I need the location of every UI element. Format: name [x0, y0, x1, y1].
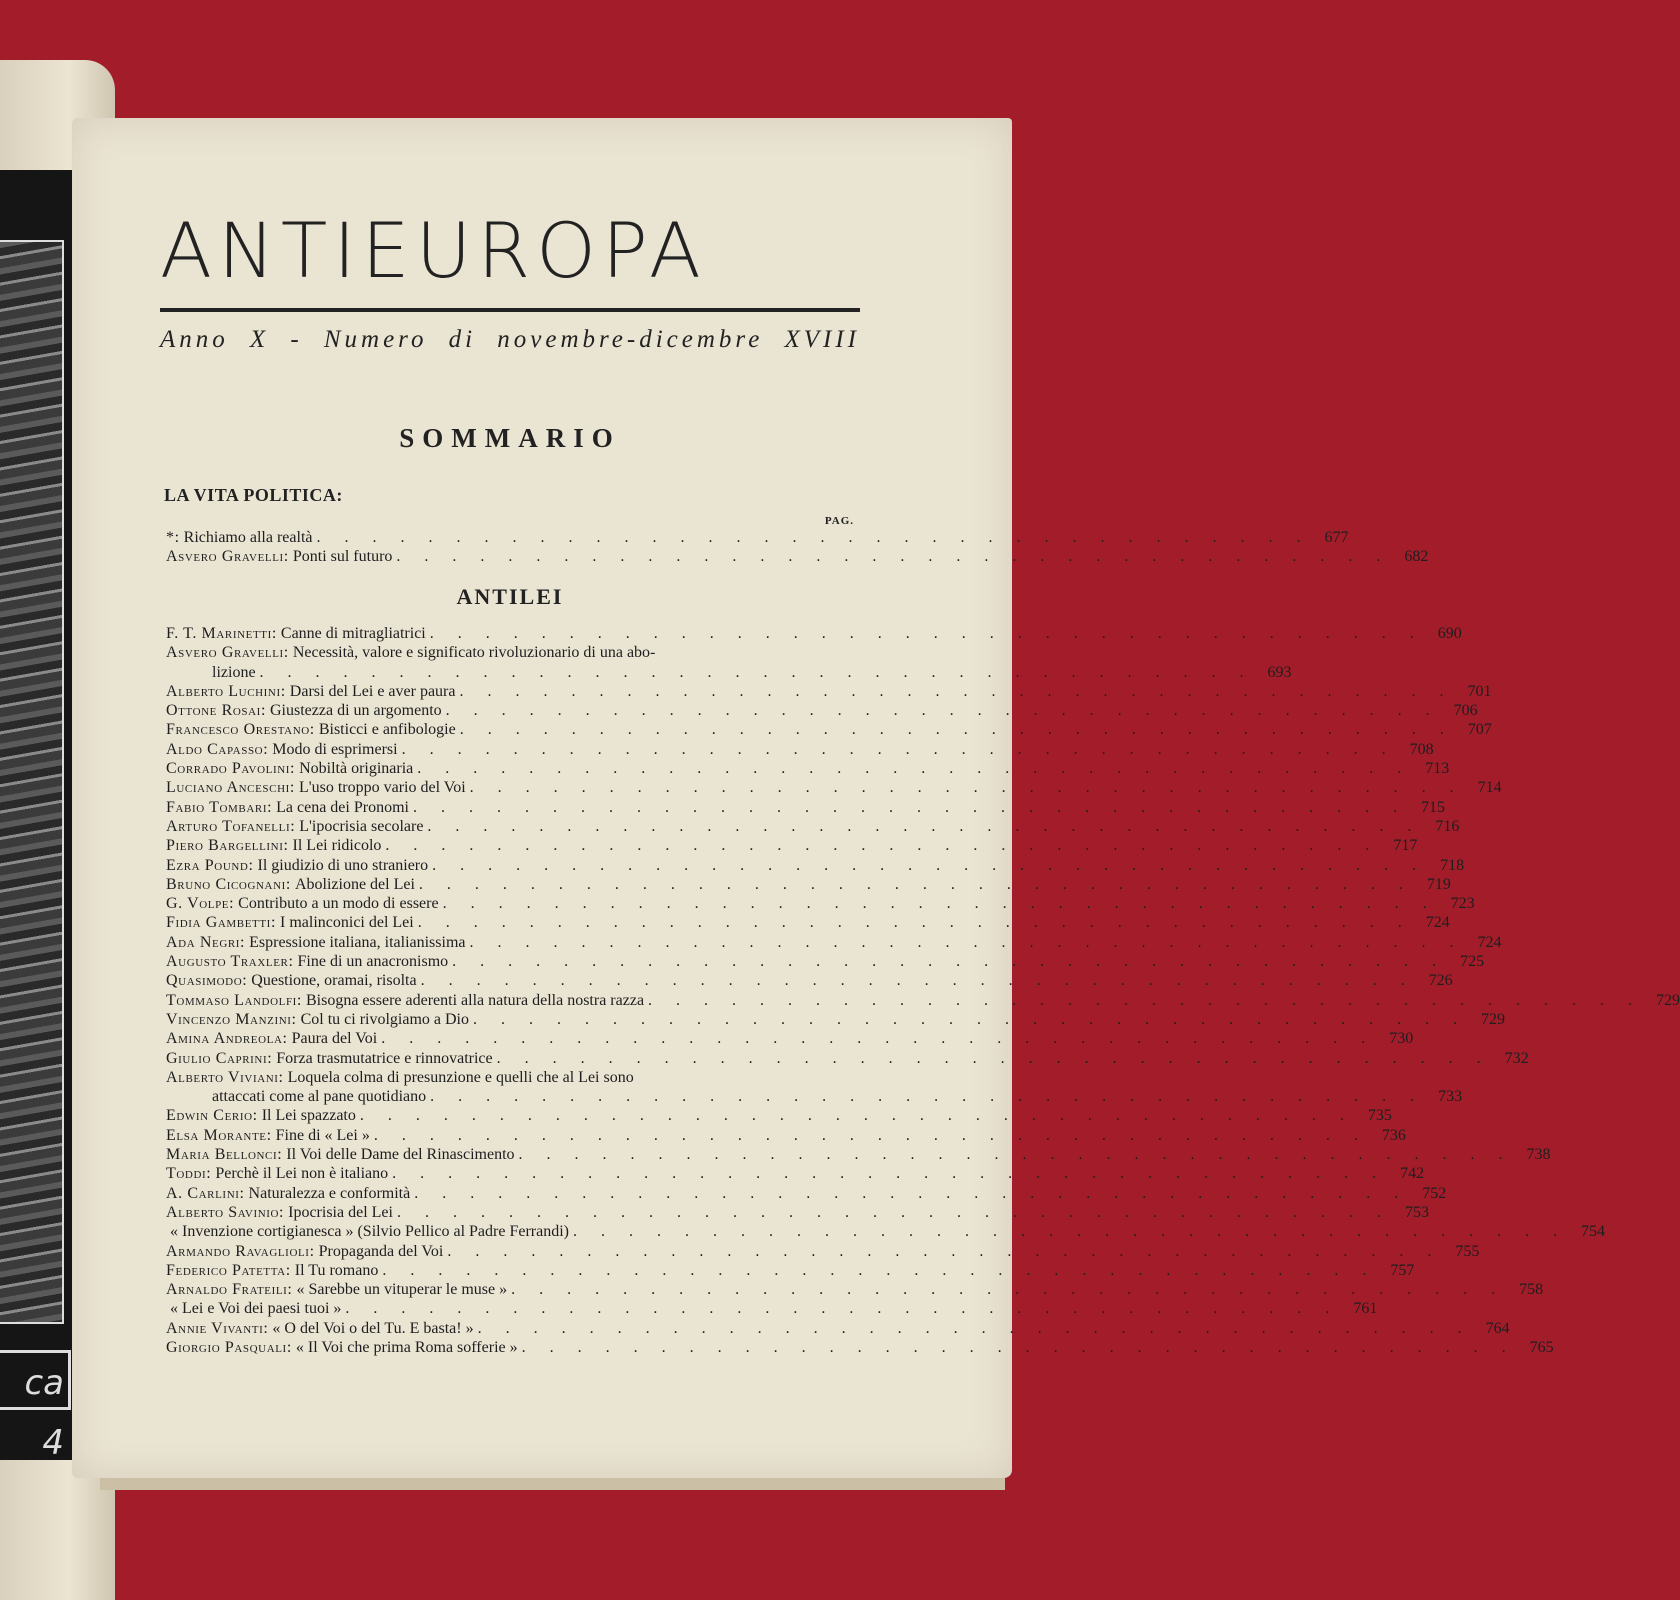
contents-entry — [166, 643, 856, 662]
leader-dots: . . . . . . . . . . . . . . . . . . . . . . . . . . . . . . . . . . . . — [521, 1338, 1516, 1356]
contents-entry — [166, 933, 1502, 952]
contents-entry — [166, 624, 1462, 643]
contents-entry — [166, 1164, 1425, 1183]
entry-title: « Lei e Voi dei paesi tuoi » — [170, 1300, 342, 1318]
entry-page-number: 718 — [1440, 856, 1465, 874]
contents-entry — [166, 1126, 1406, 1145]
contents-entry — [166, 663, 1292, 682]
antilei-entries — [166, 624, 1680, 1357]
entry-title: La cena dei Pronomi — [276, 798, 409, 816]
entry-title: Questione, oramai, risolta — [251, 972, 417, 990]
contents-page — [72, 118, 1680, 1478]
contents-entry — [166, 1068, 856, 1087]
entry-author: Asvero Gravelli: — [166, 548, 289, 566]
contents-entry — [166, 971, 1453, 990]
entry-title: Contributo a un modo di essere — [238, 895, 439, 913]
contents-entry — [166, 528, 1349, 547]
leader-dots: . . . . . . . . . . . . . . . . . . . . . . . . . . . . . . . . . . . . — [316, 529, 1311, 546]
leader-dots: . . . . . . . . . . . . . . . . . . . . . . . . . . . . . . . . . . . . — [373, 1126, 1368, 1144]
leader-dots: . . . . . . . . . . . . . . . . . . . . . . . . . . . . . . . . . . . . — [418, 875, 1413, 893]
entry-page-number: 682 — [1404, 548, 1429, 566]
leader-dots: . . . . . . . . . . . . . . . . . . . . . . . . . . . . . . . . . . . . — [496, 1049, 1491, 1067]
entry-page-number: 742 — [1400, 1165, 1425, 1183]
contents-entry — [166, 894, 1475, 913]
leader-dots: . . . . . . . . . . . . . . . . . . . . . . . . . . . . . . . . . . . . — [381, 1030, 1376, 1048]
entry-title: Espressione italiana, italianissima — [249, 933, 466, 951]
contents-entry — [166, 913, 1450, 932]
entry-author: Giulio Caprini: — [166, 1049, 273, 1067]
entry-author: Fabio Tombari: — [166, 798, 273, 816]
section-heading-antilei: ANTILEI — [456, 584, 564, 609]
contents-entry — [166, 1049, 1529, 1068]
contents-entry — [166, 856, 1465, 875]
entry-author: Edwin Cerio: — [166, 1107, 258, 1125]
entry-page-number: 754 — [1580, 1223, 1605, 1241]
contents-entry — [166, 952, 1485, 971]
entry-page-number: 764 — [1485, 1319, 1510, 1337]
leader-dots: . . . . . . . . . . . . . . . . . . . . . . . . . . . . . . . . . . . . — [412, 798, 1407, 816]
entry-title: Modo di esprimersi — [272, 740, 398, 758]
entry-page-number: 723 — [1450, 895, 1475, 913]
entry-page-number: 724 — [1425, 914, 1450, 932]
entry-author: Arturo Tofanelli: — [166, 817, 296, 835]
entry-title: « O del Voi o del Tu. E basta! » — [272, 1319, 474, 1337]
entry-title: Il Tu romano — [294, 1261, 379, 1279]
entry-page-number: 725 — [1460, 953, 1485, 971]
entry-page-number: 729 — [1481, 1010, 1505, 1028]
entry-page-number: 690 — [1437, 625, 1462, 642]
contents-entry — [166, 1319, 1510, 1338]
entry-title: I malinconici del Lei — [280, 914, 414, 932]
photo-caption: ca 4 — [0, 1350, 71, 1410]
leader-dots: . . . . . . . . . . . . . . . . . . . . . . . . . . . . . . . . . . . . — [385, 837, 1380, 855]
contents-entry — [166, 1338, 1554, 1357]
entry-title: Il giudizio di uno straniero — [257, 856, 429, 874]
entry-title: L'ipocrisia secolare — [299, 817, 424, 835]
entry-author: A. Carlini: — [166, 1184, 245, 1202]
entry-page-number: 706 — [1453, 702, 1478, 720]
contents-entry — [166, 740, 1434, 759]
masthead-title: ANTIEUROPA — [160, 206, 707, 295]
contents-entry — [166, 759, 1450, 778]
entry-title: Ipocrisia del Lei — [288, 1203, 393, 1221]
leader-dots: . . . . . . . . . . . . . . . . . . . . . . . . . . . . . . . . . . . . — [459, 682, 1454, 700]
entry-page-number: 738 — [1526, 1146, 1551, 1164]
entry-title: Bisogna essere aderenti alla natura della nostra razza — [305, 991, 645, 1009]
photo-image — [0, 240, 64, 1324]
entry-page-number: 726 — [1428, 972, 1453, 990]
entry-title: attaccati come al pane quotidiano — [212, 1088, 427, 1106]
entry-page-number: 755 — [1455, 1242, 1480, 1260]
entry-page-number: 765 — [1529, 1338, 1554, 1356]
entry-title: Col tu ci rivolgiamo a Dio — [300, 1010, 469, 1028]
entry-title: Bisticci e anfibologie — [318, 721, 456, 739]
contents-entry — [166, 1029, 1414, 1048]
leader-dots: . . . . . . . . . . . . . . . . . . . . . . . . . . . . . . . . . . . . — [417, 914, 1412, 932]
leader-dots: . . . . . . . . . . . . . . . . . . . . . . . . . . . . . . . . . . . . — [447, 1242, 1442, 1260]
entry-author: Ezra Pound: — [166, 856, 254, 874]
entry-author: Tommaso Landolfi: — [166, 991, 302, 1009]
contents-entry — [166, 547, 1429, 566]
entry-page-number: 677 — [1324, 529, 1349, 546]
leader-dots: . . . . . . . . . . . . . . . . . . . . . . . . . . . . . . . . . . . . — [518, 1146, 1513, 1164]
entry-author: Alberto Luchini: — [166, 682, 286, 700]
entry-title: Nobiltà originaria — [299, 760, 414, 778]
contents-entry — [166, 836, 1418, 855]
entry-page-number: 708 — [1409, 740, 1434, 758]
entry-page-number: 701 — [1467, 682, 1492, 700]
entry-title: Canne di mitragliatrici — [280, 625, 426, 642]
entry-page-number: 730 — [1389, 1030, 1414, 1048]
contents-entry — [166, 817, 1460, 836]
leader-dots: . . . . . . . . . . . . . . . . . . . . . . . . . . . . . . . . . . . . — [420, 972, 1415, 990]
entry-author: Francesco Orestano: — [166, 721, 315, 739]
entry-author: *: — [166, 529, 180, 546]
entry-page-number: 714 — [1477, 779, 1502, 797]
entry-title: Paura del Voi — [291, 1030, 378, 1048]
entry-author: Piero Bargellini: — [166, 837, 289, 855]
entry-title: Giustezza di un argomento — [270, 702, 442, 720]
leader-dots: . . . . . . . . . . . . . . . . . . . . . . . . . . . . . . . . . . . . — [430, 1088, 1425, 1106]
leader-dots: . . . . . . . . . . . . . . . . . . . . . . . . . . . . . . . . . . . . — [392, 1165, 1387, 1183]
leader-dots: . . . . . . . . . . . . . . . . . . . . . . . . . . . . . . . . . . . . — [648, 991, 1643, 1009]
entry-title: Richiamo alla realtà — [183, 529, 313, 546]
leader-dots: . . . . . . . . . . . . . . . . . . . . . . . . . . . . . . . . . . . . — [401, 740, 1396, 758]
entry-title: Abolizione del Lei — [294, 875, 415, 893]
entry-author: Amina Andreola: — [166, 1030, 288, 1048]
contents-entry — [166, 1261, 1415, 1280]
contents-entry — [166, 1203, 1429, 1222]
contents-entry — [166, 1299, 1378, 1318]
entry-author: Arnaldo Frateili: — [166, 1281, 293, 1299]
entry-page-number: 736 — [1381, 1126, 1406, 1144]
entry-author: Augusto Traxler: — [166, 953, 294, 971]
leader-dots: . . . . . . . . . . . . . . . . . . . . . . . . . . . . . . . . . . . . — [429, 625, 1424, 642]
entry-title: Fine di « Lei » — [275, 1126, 370, 1144]
entry-author: Alberto Viviani: — [166, 1068, 284, 1086]
entry-title: Il Lei ridicolo — [292, 837, 382, 855]
entry-author: Fidia Gambetti: — [166, 914, 276, 932]
leader-dots: . . . . . . . . . . . . . . . . . . . . . . . . . . . . . . . . . . . . — [382, 1261, 1377, 1279]
contents-entry — [166, 1010, 1505, 1029]
entry-author: Annie Vivanti: — [166, 1319, 269, 1337]
leader-dots: . . . . . . . . . . . . . . . . . . . . . . . . . . . . . . . . . . . . — [396, 548, 1391, 566]
leader-dots: . . . . . . . . . . . . . . . . . . . . . . . . . . . . . . . . . . . . — [427, 817, 1422, 835]
leader-dots: . . . . . . . . . . . . . . . . . . . . . . . . . . . . . . . . . . . . — [473, 1010, 1467, 1028]
leader-dots: . . . . . . . . . . . . . . . . . . . . . . . . . . . . . . . . . . . . — [477, 1319, 1472, 1337]
politics-entries — [166, 528, 1429, 567]
entry-title: Loquela colma di presunzione e quelli che al Lei sono — [287, 1068, 634, 1086]
entry-title: Forza trasmutatrice e rinnovatrice — [276, 1049, 493, 1067]
entry-page-number: 761 — [1353, 1300, 1378, 1318]
entry-title: Perchè il Lei non è italiano — [215, 1165, 389, 1183]
leader-dots: . . . . . . . . . . . . . . . . . . . . . . . . . . . . . . . . . . . . — [396, 1203, 1391, 1221]
entry-title: L'uso troppo vario del Voi — [298, 779, 466, 797]
contents-entry — [166, 991, 1680, 1010]
leader-dots: . . . . . . . . . . . . . . . . . . . . . . . . . . . . . . . . . . . . — [414, 1184, 1409, 1202]
entry-page-number: 753 — [1404, 1203, 1429, 1221]
entry-title: Necessità, valore e significato rivoluzionario di una abo- — [292, 644, 656, 662]
entry-author: Giorgio Pasquali: — [166, 1338, 292, 1356]
leader-dots: . . . . . . . . . . . . . . . . . . . . . . . . . . . . . . . . . . . . — [459, 721, 1454, 739]
entry-author: Alberto Savinio: — [166, 1203, 285, 1221]
leader-dots: . . . . . . . . . . . . . . . . . . . . . . . . . . . . . . . . . . . . — [445, 702, 1440, 720]
entry-author: Bruno Cicognani: — [166, 875, 291, 893]
entry-page-number: 715 — [1420, 798, 1445, 816]
entry-page-number: 732 — [1504, 1049, 1529, 1067]
contents-entry — [166, 1222, 1605, 1241]
entry-author: Ottone Rosai: — [166, 702, 266, 720]
contents-entry — [166, 1280, 1544, 1299]
leader-dots: . . . . . . . . . . . . . . . . . . . . . . . . . . . . . . . . . . . . — [469, 779, 1464, 797]
contents-entry — [166, 682, 1492, 701]
entry-page-number: 752 — [1422, 1184, 1447, 1202]
entry-author: Toddi: — [166, 1165, 212, 1183]
entry-title: Propaganda del Voi — [318, 1242, 444, 1260]
entry-author: Vincenzo Manzini: — [166, 1010, 297, 1028]
leader-dots: . . . . . . . . . . . . . . . . . . . . . . . . . . . . . . . . . . . . — [469, 933, 1464, 951]
entry-author: Armando Ravaglioli: — [166, 1242, 315, 1260]
entry-author: Corrado Pavolini: — [166, 760, 296, 778]
entry-author: Asvero Gravelli: — [166, 644, 289, 662]
leader-dots: . . . . . . . . . . . . . . . . . . . . . . . . . . . . . . . . . . . . — [345, 1300, 1340, 1318]
entry-title: Ponti sul futuro — [292, 548, 393, 566]
entry-author: Maria Bellonci: — [166, 1146, 283, 1164]
contents-heading: SOMMARIO — [399, 423, 621, 453]
entry-page-number: 724 — [1477, 933, 1502, 951]
leader-dots: . . . . . . . . . . . . . . . . . . . . . . . . . . . . . . . . . . . . — [359, 1107, 1354, 1125]
entry-title: Fine di un anacronismo — [297, 953, 449, 971]
leader-dots: . . . . . . . . . . . . . . . . . . . . . . . . . . . . . . . . . . . . — [511, 1281, 1506, 1299]
entry-title: « Invenzione cortigianesca » (Silvio Pellico al Padre Ferrandi) — [170, 1223, 569, 1241]
section-heading-politics: LA VITA POLITICA: — [164, 485, 343, 505]
entry-author: Ada Negri: — [166, 933, 246, 951]
entry-page-number: 729 — [1656, 991, 1680, 1009]
entry-page-number: 719 — [1426, 875, 1451, 893]
entry-author: Elsa Morante: — [166, 1126, 272, 1144]
contents-entry — [166, 1184, 1447, 1203]
leader-dots: . . . . . . . . . . . . . . . . . . . . . . . . . . . . . . . . . . . . — [442, 895, 1437, 913]
contents-entry — [166, 1145, 1551, 1164]
entry-page-number: 757 — [1390, 1261, 1415, 1279]
entry-title: « Il Voi che prima Roma sofferie » — [295, 1338, 518, 1356]
contents-entry — [166, 701, 1478, 720]
entry-page-number: 717 — [1393, 837, 1418, 855]
contents-entry — [166, 1242, 1480, 1261]
entry-author: Aldo Capasso: — [166, 740, 269, 758]
leader-dots: . . . . . . . . . . . . . . . . . . . . . . . . . . . . . . . . . . . . — [417, 760, 1412, 778]
entry-page-number: 707 — [1467, 721, 1492, 739]
entry-title: Il Voi delle Dame del Rinascimento — [286, 1146, 515, 1164]
leader-dots: . . . . . . . . . . . . . . . . . . . . . . . . . . . . . . . . . . . . — [572, 1223, 1567, 1241]
contents-entry — [166, 720, 1492, 739]
contents-entry — [166, 1087, 1463, 1106]
entry-page-number: 758 — [1519, 1281, 1544, 1299]
leader-dots: . . . . . . . . . . . . . . . . . . . . . . . . . . . . . . . . . . . . — [452, 953, 1447, 971]
entry-author: Quasimodo: — [166, 972, 248, 990]
entry-page-number: 716 — [1435, 817, 1460, 835]
entry-title: lizione — [212, 663, 256, 681]
entry-page-number: 693 — [1267, 663, 1292, 681]
entry-author: Luciano Anceschi: — [166, 779, 295, 797]
issue-line: Anno X - Numero di novembre-dicembre XVIII — [160, 326, 860, 353]
contents-entry — [166, 798, 1445, 817]
entry-title: Il Lei spazzato — [261, 1107, 356, 1125]
entry-page-number: 733 — [1438, 1088, 1463, 1106]
leader-dots: . . . . . . . . . . . . . . . . . . . . . . . . . . . . . . . . . . . . — [432, 856, 1427, 874]
entry-author: Federico Patetta: — [166, 1261, 291, 1279]
entry-title: « Sarebbe un vituperar le muse » — [296, 1281, 508, 1299]
entry-author: G. Volpe: — [166, 895, 235, 913]
leader-dots: . . . . . . . . . . . . . . . . . . . . . . . . . . . . . . . . . . . . — [259, 663, 1254, 681]
contents-entry — [166, 778, 1502, 797]
entry-title: Darsi del Lei e aver paura — [289, 682, 456, 700]
page-edge — [100, 1478, 1005, 1490]
contents-entry — [166, 1106, 1392, 1125]
page-column-label: PAG. — [824, 515, 854, 527]
contents-entry — [166, 875, 1451, 894]
entry-page-number: 735 — [1367, 1107, 1392, 1125]
entry-page-number: 713 — [1425, 760, 1450, 778]
entry-author: F. T. Marinetti: — [166, 625, 277, 642]
entry-title: Naturalezza e conformità — [248, 1184, 411, 1202]
masthead-rule — [160, 308, 860, 312]
